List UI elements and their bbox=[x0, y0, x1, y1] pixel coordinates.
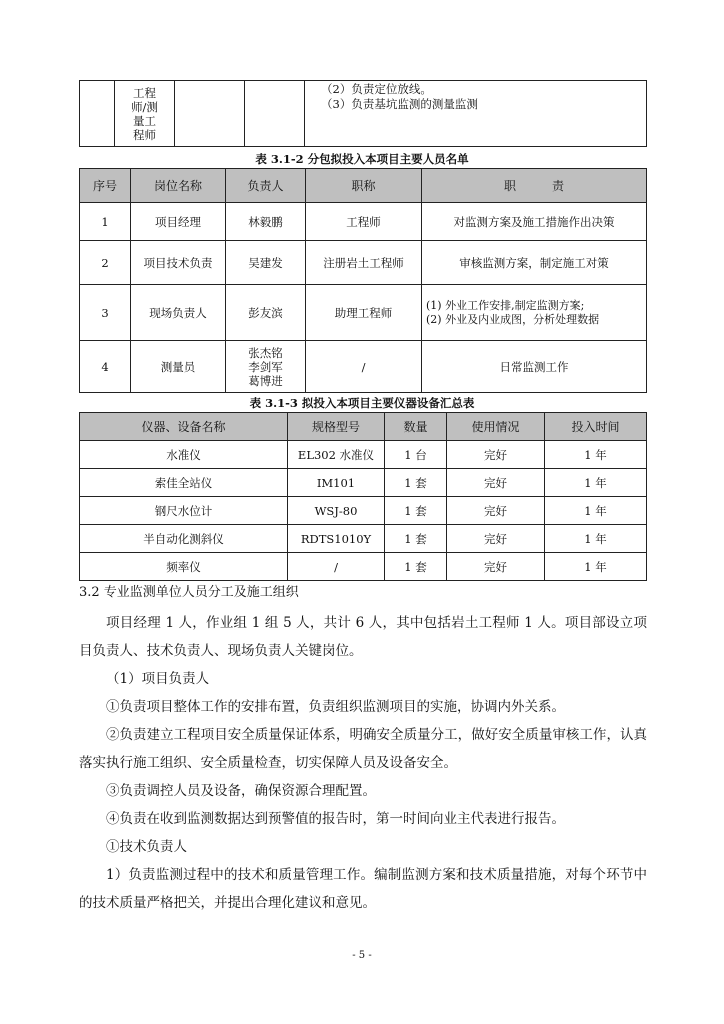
cell-no: 4 bbox=[80, 341, 131, 393]
table-row bbox=[80, 203, 647, 241]
cell-post: 测量员 bbox=[131, 341, 226, 393]
paragraph: 项目经理 1 人，作业组 1 组 5 人，共计 6 人，其中包括岩土工程师 1 人。项目部设立项目负责人、技术负责人、现场负责人关键岗位。 bbox=[79, 615, 647, 659]
cell-qty: 1 套 bbox=[385, 553, 447, 581]
cell-time: 1 年 bbox=[545, 469, 647, 497]
header-person: 负责人 bbox=[226, 169, 306, 203]
cell-model: / bbox=[288, 553, 385, 581]
role-line: 量工 bbox=[133, 113, 156, 128]
cell-name: 水准仪 bbox=[80, 441, 288, 469]
top-table bbox=[79, 80, 647, 147]
duty-line: (2) 外业及内业成图，分析处理数据 bbox=[426, 312, 600, 326]
paragraph: ①负责项目整体工作的安排布置，负责组织监测项目的实施，协调内外关系。 bbox=[106, 699, 565, 715]
cell-time: 1 年 bbox=[545, 525, 647, 553]
paragraph: （1）项目负责人 bbox=[106, 671, 210, 687]
cell-status: 完好 bbox=[447, 553, 545, 581]
role-line: 程师 bbox=[133, 127, 156, 142]
table2-caption: 表 3.1-2 分包拟投入本项目主要人员名单 bbox=[255, 152, 469, 166]
table-row bbox=[80, 441, 647, 469]
cell-no: 1 bbox=[80, 203, 131, 241]
cell-status: 完好 bbox=[447, 469, 545, 497]
cell-post: 项目经理 bbox=[131, 203, 226, 241]
cell-model: IM101 bbox=[288, 469, 385, 497]
paragraph: ④负责在收到监测数据达到预警值的报告时，第一时间向业主代表进行报告。 bbox=[106, 811, 565, 827]
cell-qty: 1 台 bbox=[385, 441, 447, 469]
cell-name: 钢尺水位计 bbox=[80, 497, 288, 525]
top-table-empty-cell bbox=[175, 81, 245, 147]
cell-qty: 1 套 bbox=[385, 469, 447, 497]
cell-status: 完好 bbox=[447, 497, 545, 525]
header-model: 规格型号 bbox=[288, 413, 385, 441]
header-name: 仪器、设备名称 bbox=[80, 413, 288, 441]
role-line: 工程 bbox=[133, 85, 156, 100]
cell-status: 完好 bbox=[447, 525, 545, 553]
cell-qty: 1 套 bbox=[385, 525, 447, 553]
table-row bbox=[80, 553, 647, 581]
cell-duty: 对监测方案及施工措施作出决策 bbox=[422, 203, 647, 241]
header-duty: 职 责 bbox=[422, 169, 647, 203]
duty-line: （3）负责基坑监测的测量监测 bbox=[321, 97, 478, 111]
top-table-empty-cell bbox=[245, 81, 305, 147]
cell-no: 2 bbox=[80, 241, 131, 285]
header-title: 职称 bbox=[306, 169, 422, 203]
cell-title: / bbox=[306, 341, 422, 393]
header-status: 使用情况 bbox=[447, 413, 545, 441]
cell-duty: 审核监测方案，制定施工对策 bbox=[422, 241, 647, 285]
cell-post: 项目技术负责 bbox=[131, 241, 226, 285]
cell-name: 半自动化测斜仪 bbox=[80, 525, 288, 553]
duty-line: （2）负责定位放线。 bbox=[321, 82, 432, 96]
personnel-table bbox=[79, 168, 647, 393]
paragraph: ②负责建立工程项目安全质量保证体系，明确安全质量分工，做好安全质量审核工作，认真落实执行施工组织、安全质量检查，切实保障人员及设备安全。 bbox=[79, 727, 647, 771]
table-row bbox=[80, 285, 647, 341]
cell-model: WSJ-80 bbox=[288, 497, 385, 525]
role-line: 师/测 bbox=[131, 99, 158, 114]
cell-duty bbox=[422, 285, 647, 341]
paragraph: 1）负责监测过程中的技术和质量管理工作。编制监测方案和技术质量措施，对每个环节中的技术质量严格把关，并提出合理化建议和意见。 bbox=[79, 867, 647, 911]
cell-model: EL302 水准仪 bbox=[288, 441, 385, 469]
section-heading: 3.2 专业监测单位人员分工及施工组织 bbox=[79, 585, 299, 600]
cell-person bbox=[226, 341, 306, 393]
header-qty: 数量 bbox=[385, 413, 447, 441]
person-line: 葛博进 bbox=[248, 373, 283, 388]
person-line: 张杰铭 bbox=[248, 345, 283, 360]
table-row bbox=[80, 497, 647, 525]
paragraph: ①技术负责人 bbox=[106, 839, 187, 855]
cell-name: 索佳全站仪 bbox=[80, 469, 288, 497]
header-no: 序号 bbox=[80, 169, 131, 203]
cell-duty: 日常监测工作 bbox=[422, 341, 647, 393]
cell-status: 完好 bbox=[447, 441, 545, 469]
cell-person: 林毅鹏 bbox=[226, 203, 306, 241]
cell-time: 1 年 bbox=[545, 441, 647, 469]
page-number: - 5 - bbox=[352, 950, 372, 961]
table-row bbox=[80, 525, 647, 553]
duty-line: (1) 外业工作安排,制定监测方案; bbox=[426, 298, 585, 312]
table-row bbox=[80, 241, 647, 285]
cell-title: 注册岩土工程师 bbox=[306, 241, 422, 285]
cell-no: 3 bbox=[80, 285, 131, 341]
table-row bbox=[80, 341, 647, 393]
equipment-table bbox=[79, 412, 647, 581]
cell-name: 频率仪 bbox=[80, 553, 288, 581]
person-line: 李剑军 bbox=[248, 359, 283, 374]
cell-title: 工程师 bbox=[306, 203, 422, 241]
header-time: 投入时间 bbox=[545, 413, 647, 441]
cell-time: 1 年 bbox=[545, 497, 647, 525]
header-post: 岗位名称 bbox=[131, 169, 226, 203]
cell-title: 助理工程师 bbox=[306, 285, 422, 341]
table3-caption: 表 3.1-3 拟投入本项目主要仪器设备汇总表 bbox=[249, 396, 475, 410]
cell-person: 吴建发 bbox=[226, 241, 306, 285]
paragraph: ③负责调控人员及设备，确保资源合理配置。 bbox=[106, 783, 376, 799]
top-table-duties-cell bbox=[305, 81, 647, 147]
cell-qty: 1 套 bbox=[385, 497, 447, 525]
top-table-role-cell bbox=[115, 81, 175, 147]
cell-post: 现场负责人 bbox=[131, 285, 226, 341]
cell-person: 彭友滨 bbox=[226, 285, 306, 341]
top-table-no-cell bbox=[80, 81, 115, 147]
cell-time: 1 年 bbox=[545, 553, 647, 581]
cell-model: RDTS1010Y bbox=[288, 525, 385, 553]
table-row bbox=[80, 469, 647, 497]
